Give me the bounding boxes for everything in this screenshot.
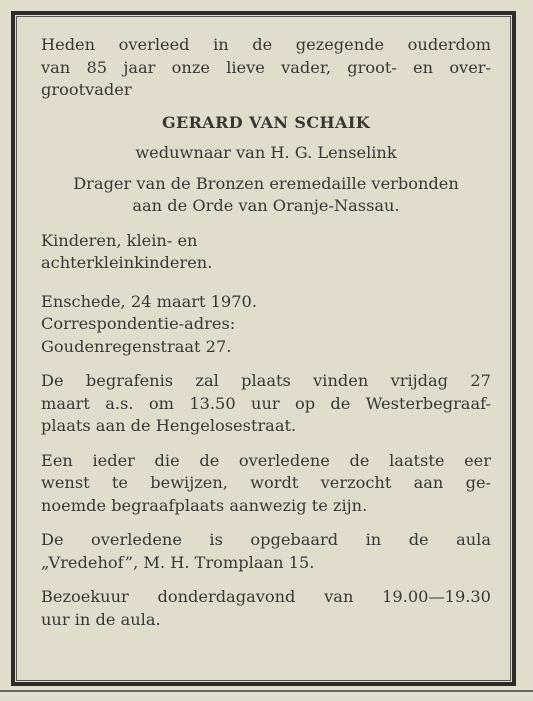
visiting-line-1: Bezoekuur donderdagavond van 19.00—19.30 [41,587,491,606]
family-signature [41,230,491,275]
tribute-line-1: Een ieder die de overledene de laatste eer [41,450,491,470]
family-line-2: achterkleinkinderen. [41,253,213,272]
page-divider [0,690,533,692]
tribute-paragraph [41,450,491,518]
visiting-paragraph [41,586,491,631]
laid-out-line-1: De overledene is opgebaard in de aula [41,530,491,549]
laid-out-paragraph [41,529,491,574]
death-notice [41,34,491,631]
correspondence-address: Goudenregenstraat 27. [41,336,232,356]
family-line-1: Kinderen, klein- en [41,230,198,250]
place-and-address [41,291,491,359]
funeral-line-1: De begrafenis zal plaats vinden vrijdag 27 [41,371,491,390]
widower-of: weduwnaar van H. G. Lenselink [135,143,397,162]
place-date: Enschede, 24 maart 1970. [41,291,257,311]
intro-line-2: van 85 jaar onze lieve vader, groot- en over- [41,57,491,77]
tribute-line-3: noemde begraafplaats aanwezig te zijn. [41,495,368,515]
decoration-paragraph [41,173,491,218]
tribute-line-2: wenst te bewijzen, wordt verzocht aan ge- [41,473,491,492]
correspondence-label: Correspondentie-adres: [41,314,236,333]
funeral-line-2: maart a.s. om 13.50 uur op de Westerbegraaf- [41,393,491,413]
decoration-line-2: aan de Orde van Oranje-Nassau. [132,196,400,215]
funeral-line-3: plaats aan de Hengelosestraat. [41,416,297,435]
intro-paragraph [41,34,491,102]
laid-out-line-2: „Vredehof”, M. H. Tromplaan 15. [41,552,315,572]
deceased-name: GERARD VAN SCHAIK [161,112,371,132]
decoration-line-1: Drager van de Bronzen eremedaille verbonden [73,173,459,193]
intro-line-1: Heden overleed in de gezegende ouderdom [41,35,491,54]
intro-line-3: grootvader [41,80,132,99]
visiting-line-2: uur in de aula. [41,609,161,629]
funeral-paragraph [41,370,491,438]
